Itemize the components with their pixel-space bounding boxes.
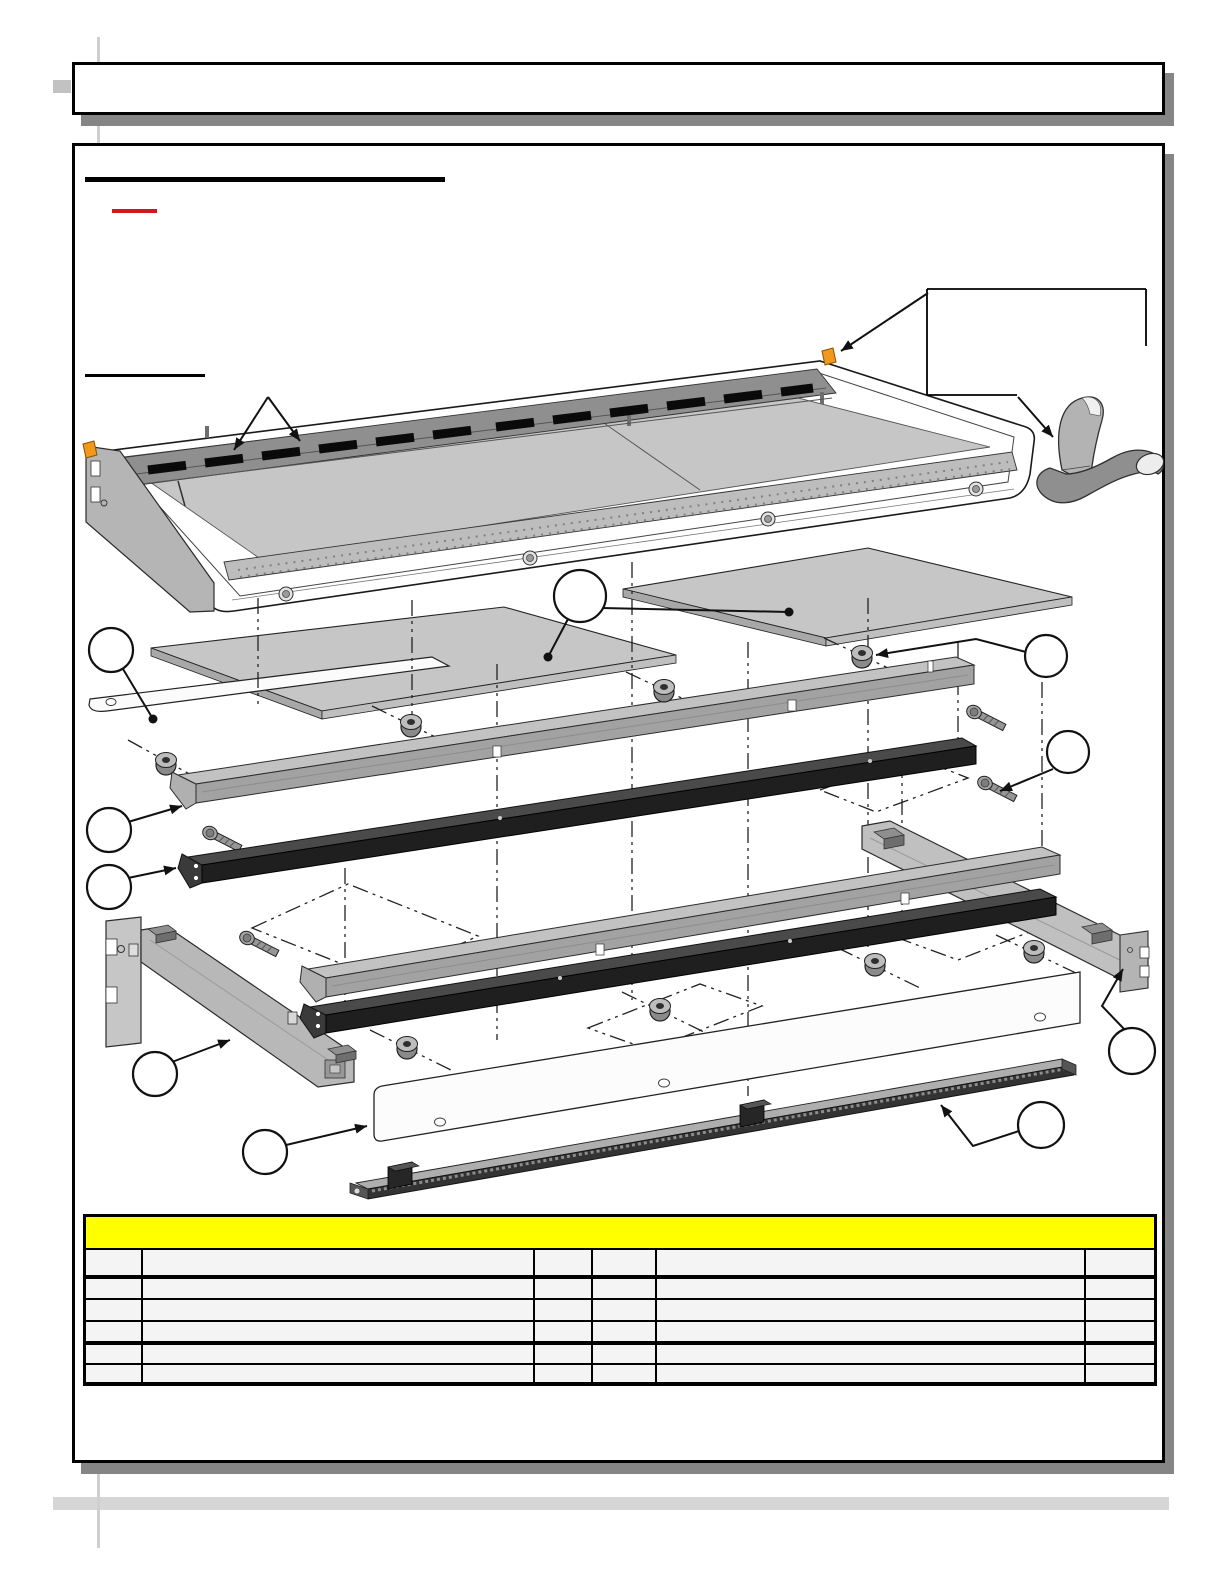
- table-cell: [142, 1299, 534, 1321]
- back-wall-pin: [627, 414, 631, 426]
- table-cell: [85, 1249, 142, 1277]
- table-row: [85, 1299, 1156, 1321]
- table-cell: [592, 1249, 656, 1277]
- table-cell: [656, 1299, 1085, 1321]
- callout-balloon-1: [554, 570, 606, 622]
- table-cell: [592, 1364, 656, 1384]
- table-cell: [656, 1364, 1085, 1384]
- bolt: [975, 774, 1018, 804]
- bolt: [964, 703, 1007, 733]
- table-cell: [85, 1364, 142, 1384]
- table-cell: [534, 1343, 592, 1364]
- table-cell: [142, 1277, 534, 1299]
- led-pointer-arrow: [268, 397, 300, 441]
- table-cell: [85, 1321, 142, 1343]
- clip-arrow-right: [1018, 397, 1053, 437]
- callout-balloon-6: [1047, 731, 1089, 773]
- table-cell: [1085, 1299, 1156, 1321]
- table-row: [85, 1277, 1156, 1299]
- table-cell: [1085, 1321, 1156, 1343]
- callout-balloon-3: [87, 808, 131, 852]
- parts-table: [83, 1214, 1157, 1386]
- table-row: [85, 1343, 1156, 1364]
- clip-callout-box: [927, 289, 1146, 395]
- table-cell: [1085, 1277, 1156, 1299]
- model-underline: [112, 209, 157, 213]
- callout-balloon-10: [1018, 1102, 1064, 1148]
- end-cap-slot: [91, 487, 100, 502]
- table-cell: [142, 1321, 534, 1343]
- table-cell: [1085, 1343, 1156, 1364]
- callout-balloon-8: [243, 1130, 287, 1174]
- table-cell: [1085, 1249, 1156, 1277]
- table-cell: [534, 1277, 592, 1299]
- end-cap-slot: [91, 461, 100, 476]
- table-row: [85, 1321, 1156, 1343]
- table-cell: [592, 1277, 656, 1299]
- table-cell: [656, 1277, 1085, 1299]
- bolt: [237, 929, 280, 959]
- title-underline: [85, 177, 445, 182]
- table-cell: [592, 1299, 656, 1321]
- back-wall-pin: [820, 392, 824, 404]
- shelf-clip-right: [822, 348, 836, 365]
- callout-balloon-4: [87, 865, 131, 909]
- table-cell: [1085, 1364, 1156, 1384]
- table-row: [85, 1249, 1156, 1277]
- callout-balloon-2: [89, 628, 133, 672]
- glass-panel-right: [623, 548, 1072, 646]
- section-underline: [85, 374, 205, 377]
- parts-table-body: [85, 1216, 1156, 1385]
- table-cell: [142, 1249, 534, 1277]
- table-cell: [656, 1321, 1085, 1343]
- table-cell: [534, 1321, 592, 1343]
- table-cell: [85, 1299, 142, 1321]
- table-cell: [85, 1343, 142, 1364]
- table-cell: [592, 1343, 656, 1364]
- table-row: [85, 1364, 1156, 1384]
- callout-balloon-7: [133, 1052, 177, 1096]
- table-cell: [592, 1321, 656, 1343]
- table-cell: [534, 1364, 592, 1384]
- shelf-clip-left: [83, 441, 97, 458]
- table-cell: [534, 1299, 592, 1321]
- clip-arrow-left: [841, 293, 928, 351]
- table-header-row: [85, 1216, 1156, 1250]
- table-cell: [534, 1249, 592, 1277]
- clip-part-drawing: [1037, 397, 1167, 503]
- table-cell: [656, 1249, 1085, 1277]
- table-header-cell: [85, 1216, 1156, 1250]
- back-wall-pin: [205, 426, 209, 438]
- table-cell: [656, 1343, 1085, 1364]
- callout-balloon-5: [1025, 635, 1067, 677]
- table-cell: [85, 1277, 142, 1299]
- callout-balloon-9: [1109, 1028, 1155, 1074]
- table-cell: [142, 1364, 534, 1384]
- table-cell: [142, 1343, 534, 1364]
